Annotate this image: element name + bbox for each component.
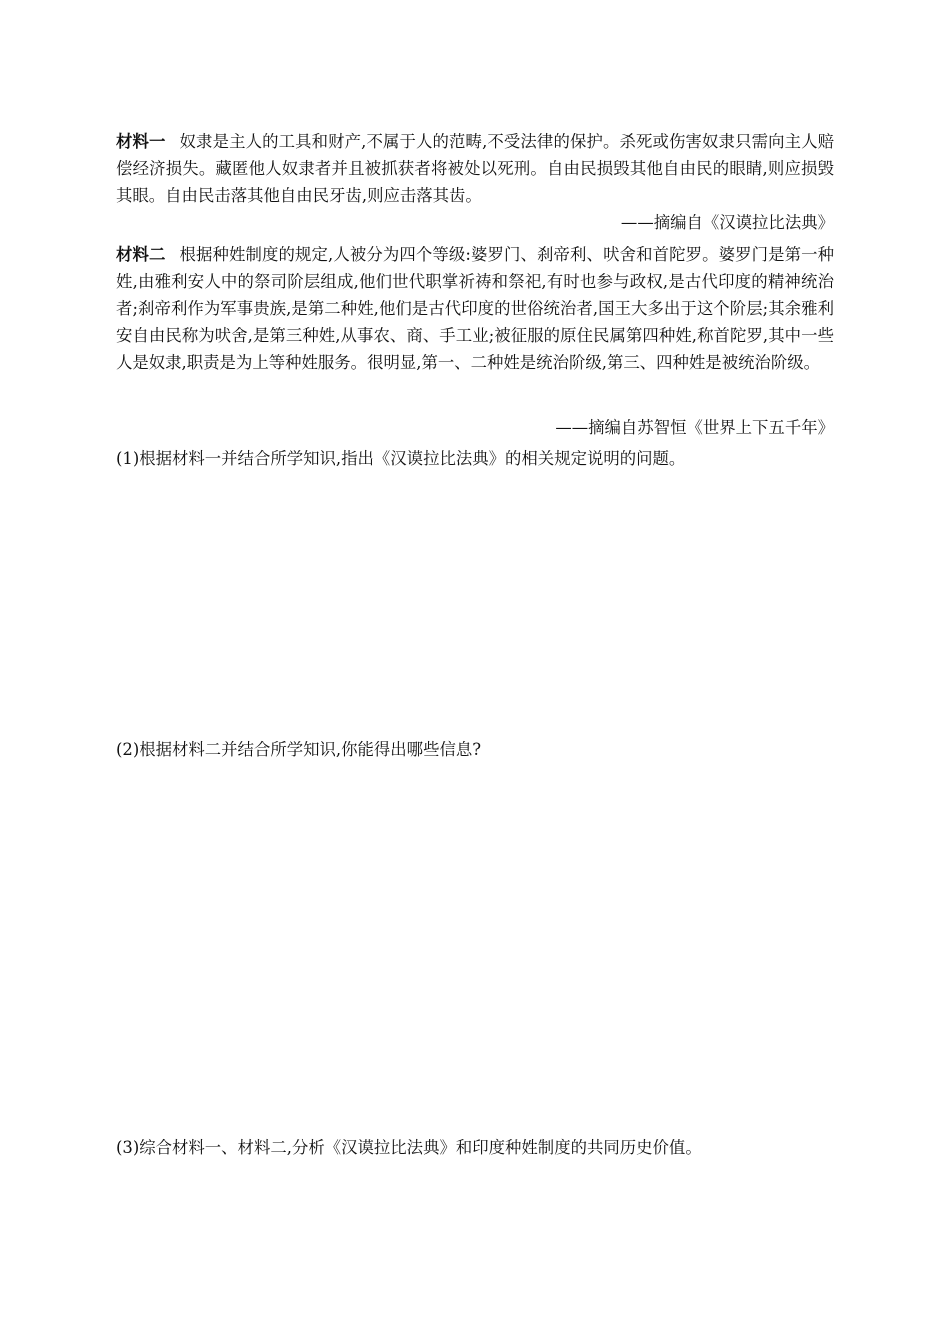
question-two: (2)根据材料二并结合所学知识,你能得出哪些信息? bbox=[116, 740, 482, 759]
material-two-label: 材料二 bbox=[116, 245, 166, 264]
question-one: (1)根据材料一并结合所学知识,指出《汉谟拉比法典》的相关规定说明的问题。 bbox=[116, 449, 686, 468]
material-two-source: ——摘编自苏智恒《世界上下五千年》 bbox=[555, 418, 834, 437]
material-one-text: 奴隶是主人的工具和财产,不属于人的范畴,不受法律的保护。杀死或伤害奴隶只需向主人赔偿经济损失。藏匿他人奴隶者并且被抓获者将被处以死刑。自由民损毁其他自由民的眼睛,则应损毁其眼。自由民击落其他自由民牙齿,则应击落其齿。 bbox=[116, 132, 835, 205]
material-two-text: 根据种姓制度的规定,人被分为四个等级:婆罗门、刹帝利、吠舍和首陀罗。婆罗门是第一种姓,由雅利安人中的祭司阶层组成,他们世代职掌祈祷和祭祀,有时也参与政权,是古代印度的精神统治者;刹帝利作为军事贵族,是第二种姓,他们是古代印度的世俗统治者,国王大多出于这个阶层;其余雅利安自由民称为吠舍,是第三种姓,从事农、商、手工业;被征服的原住民属第四种姓,称首陀罗,其中一些人是奴隶,职责是为上等种姓服务。很明显,第一、二种姓是统治阶级,第三、四种姓是被统治阶级。 bbox=[116, 245, 835, 372]
question-three: (3)综合材料一、材料二,分析《汉谟拉比法典》和印度种姓制度的共同历史价值。 bbox=[116, 1138, 702, 1157]
material-one-source: ——摘编自《汉谟拉比法典》 bbox=[620, 213, 834, 232]
material-one bbox=[116, 128, 834, 209]
material-one-label: 材料一 bbox=[116, 132, 166, 151]
material-two bbox=[116, 241, 834, 376]
